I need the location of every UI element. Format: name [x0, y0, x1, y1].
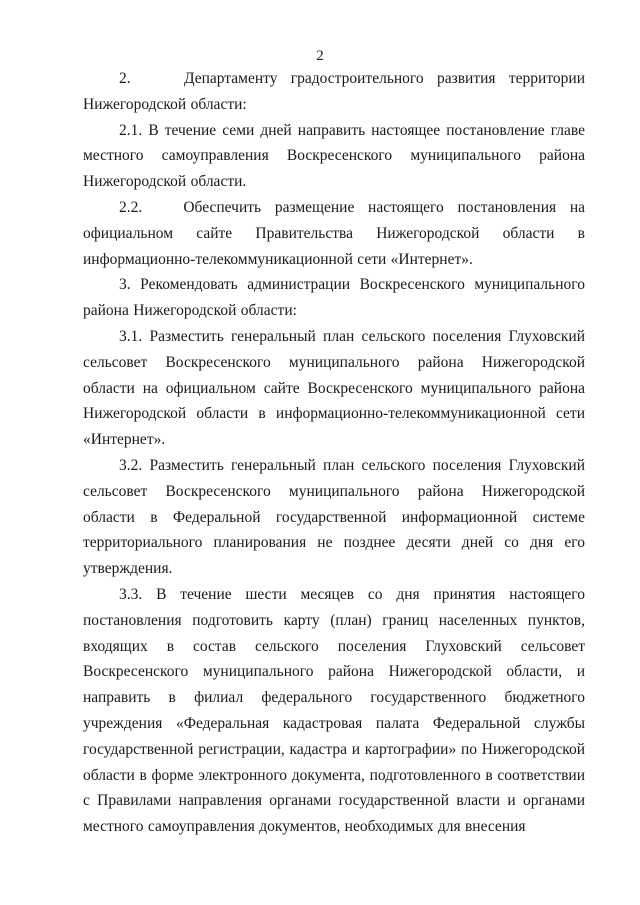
paragraph-3-1: 3.1. Разместить генеральный план сельского поселения Глуховский сельсовет Воскресенского муниципального района Нижегородской области на официальном сайте Воскресенского муниципального района Нижегородской области в информационно-телекоммуникационной сети «Интернет». [83, 327, 585, 449]
paragraph-3-2: 3.2. Разместить генеральный план сельского поселения Глуховский сельсовет Воскресенского муниципального района Нижегородской области в Федеральной государственной информационной системе территориального планирования не позднее десяти дней со дня его утверждения. [83, 456, 585, 578]
paragraph-2-2: 2.2. Обеспечить размещение настоящего постановления на официальном сайте Правительства Нижегородской области в информационно-телекоммуникационной сети «Интернет». [83, 198, 585, 268]
paragraph-3-3: 3.3. В течение шести месяцев со дня принятия настоящего постановления подготовить карту (план) границ населенных пунктов, входящих в состав сельского поселения Глуховский сельсовет Воскресенского муниципального района Нижегородской области, и направить в филиал федерального государственного бюджетного учреждения «Федеральная кадастровая палата Федеральной службы государственной регистрации, кадастра и картографии» по Нижегородской области в форме электронного документа, подготовленного в соответствии с Правилами направления органами государственной власти и органами местного самоуправления документов, необходимых для внесения [83, 585, 585, 836]
document-body [83, 66, 585, 840]
paragraph-2-1: 2.1. В течение семи дней направить настоящее постановление главе местного самоуправления Воскресенского муниципального района Нижегородской области. [83, 121, 585, 191]
page-number: 2 [316, 48, 324, 64]
paragraph-2: 2. Департаменту градостроительного развития территории Нижегородской области: [83, 70, 585, 113]
paragraph-3: 3. Рекомендовать администрации Воскресенского муниципального района Нижегородской области: [83, 276, 585, 320]
